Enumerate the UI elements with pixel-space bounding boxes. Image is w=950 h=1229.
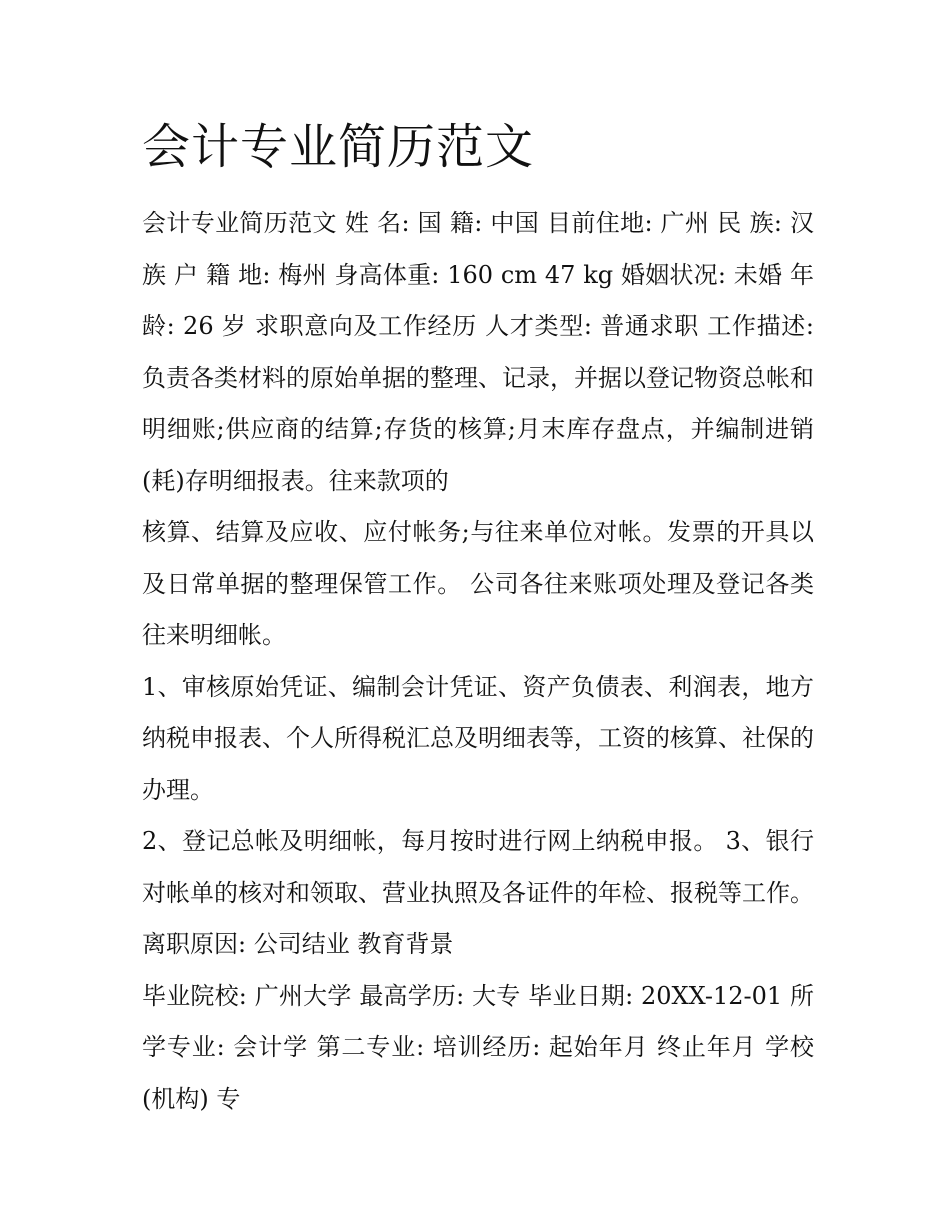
- paragraph-duty-item-2-3: 2、登记总帐及明细帐，每月按时进行网上纳税申报。 3、银行对帐单的核对和领取、营业执照及各证件的年检、报税等工作。 离职原因: 公司结业 教育背景: [142, 827, 814, 958]
- document-body: [142, 116, 814, 1125]
- document-title: 会计专业简历范文: [142, 119, 535, 175]
- paragraph-accounting-duties: 核算、结算及应收、应付帐务;与往来单位对帐。发票的开具以及日常单据的整理保管工作。 公司各往来账项处理及登记各类往来明细帐。: [142, 518, 814, 649]
- paragraph-education: 毕业院校: 广州大学 最高学历: 大专 毕业日期: 20XX-12-01 所学专业: 会计学 第二专业: 培训经历: 起始年月 终止年月 学校(机构) 专: [142, 981, 814, 1113]
- paragraph-personal-info: 会计专业简历范文 姓 名: 国 籍: 中国 目前住地: 广州 民 族: 汉族 户 籍 地: 梅州 身高体重: 160 cm 47 kg 婚姻状况: 未婚 年龄: 26 岁 求职意向及工作经历 人才类型: 普通求职 工作描述: 负责各类材料的原始单据的整理、记录，并据以登记物资总帐和明细账;供应商的结算;存货的核算;月末库存盘点，并编制进销(耗)存明细报表。往来款项的: [142, 209, 814, 495]
- paragraph-duty-item-1: 1、审核原始凭证、编制会计凭证、资产负债表、利润表，地方纳税申报表、个人所得税汇总及明细表等，工资的核算、社保的办理。: [142, 672, 814, 804]
